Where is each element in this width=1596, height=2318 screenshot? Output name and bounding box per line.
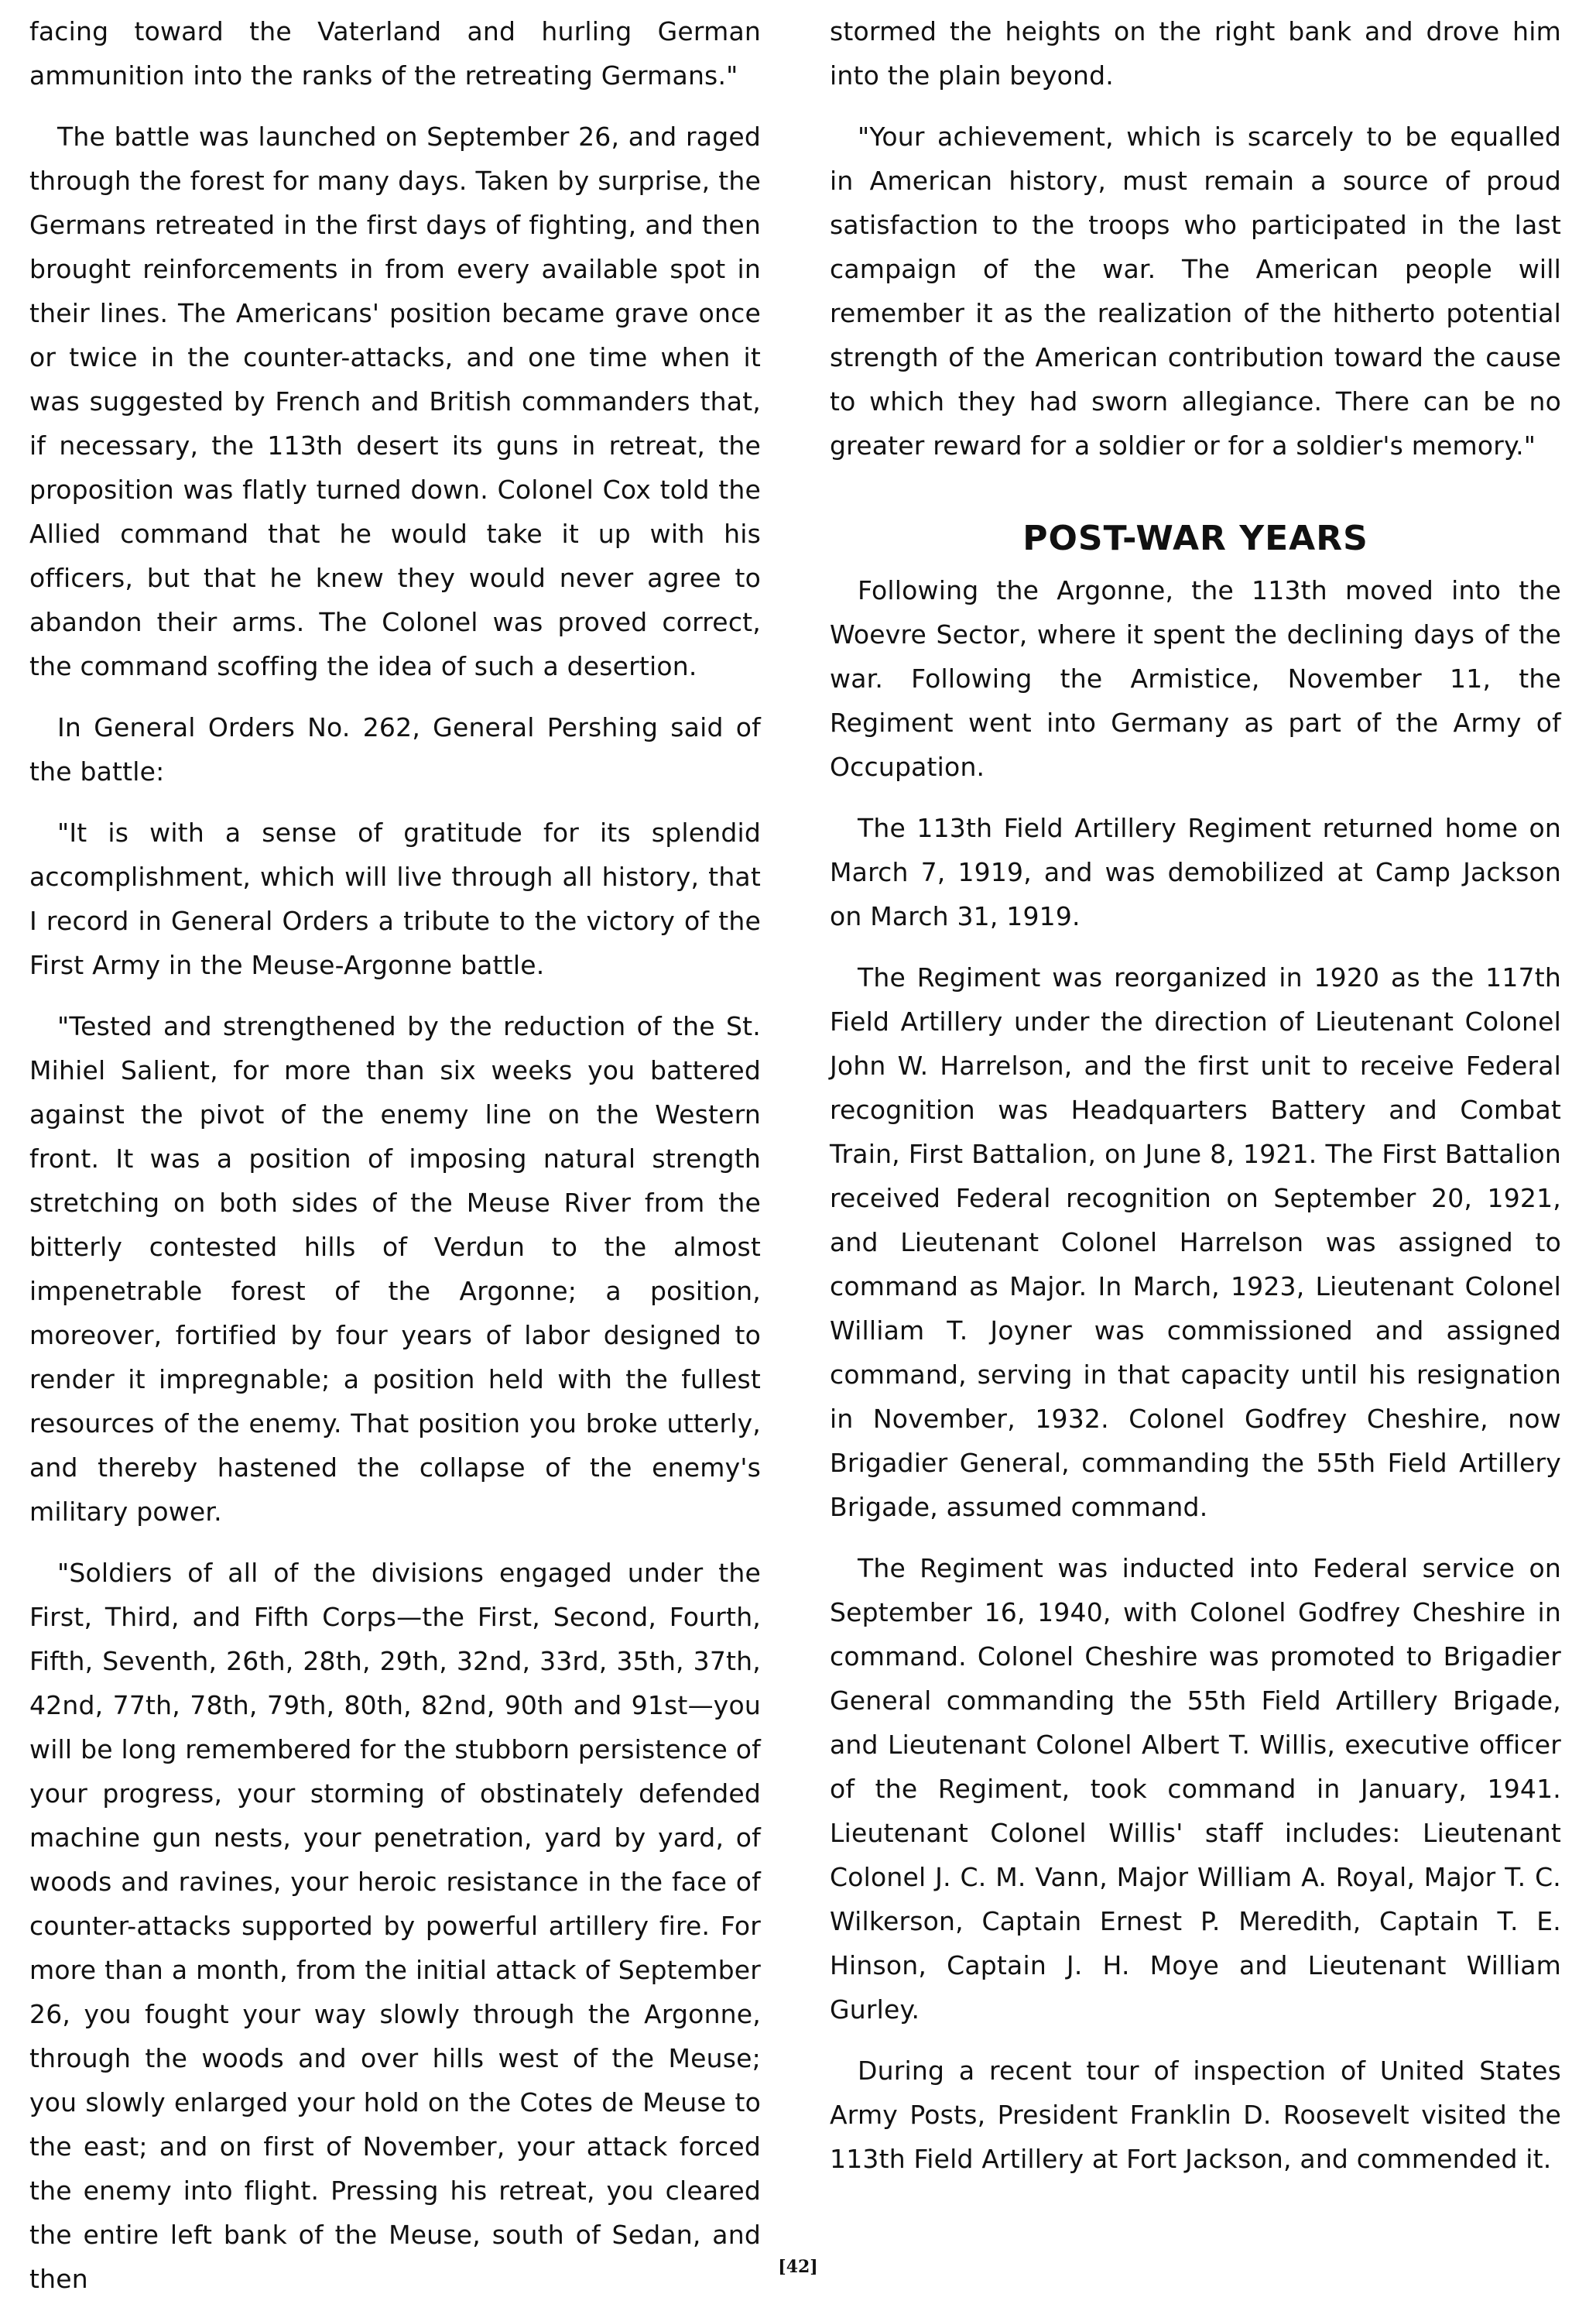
paragraph: In General Orders No. 262, General Pershing said of the battle: xyxy=(29,712,761,787)
paragraph: The 113th Field Artillery Regiment returned home on March 7, 1919, and was demobilized at Camp Jackson on March 31, 1919. xyxy=(830,813,1561,931)
paragraph: Following the Argonne, the 113th moved into the Woevre Sector, where it spent the declining days of the war. Following the Armistice, November 11, the Regiment went into Germany as part of the Army of Occupation. xyxy=(830,575,1561,782)
page-number: [42] xyxy=(778,2257,818,2277)
paragraph: The Regiment was reorganized in 1920 as the 117th Field Artillery under the direction of Lieutenant Colonel John W. Harrelson, and the first unit to receive Federal recognition was Headquarters Battery and Combat Train, First Battalion, on June 8, 1921. The First Battalion received Federal recognition on September 20, 1921, and Lieutenant Colonel Harrelson was assigned to command as Major. In March, 1923, Lieutenant Colonel William T. Joyner was commissioned and assigned command, serving in that capacity until his resignation in November, 1932. Colonel Godfrey Cheshire, now Brigadier General, commanding the 55th Field Artillery Brigade, assumed command. xyxy=(830,962,1561,1522)
paragraph: "Your achievement, which is scarcely to be equalled in American history, must remain a source of proud satisfaction to the troops who participated in the last campaign of the war. The American people will remember it as the realization of the hitherto potential strength of the American contribution toward the cause to which they had sworn allegiance. There can be no greater reward for a soldier or for a soldier's memory." xyxy=(830,122,1561,461)
paragraph: facing toward the Vaterland and hurling German ammunition into the ranks of the retreating Germans." xyxy=(29,16,761,91)
paragraph: "Tested and strengthened by the reduction of the St. Mihiel Salient, for more than six weeks you battered against the pivot of the enemy line on the Western front. It was a position of imposing natural strength stretching on both sides of the Meuse River from the bitterly contested hills of Verdun to the almost impenetrable forest of the Argonne; a position, moreover, fortified by four years of labor designed to render it impregnable; a position held with the fullest resources of the enemy. That position you broke utterly, and thereby hastened the collapse of the enemy's military power. xyxy=(29,1011,761,1527)
paragraph: "It is with a sense of gratitude for its splendid accomplishment, which will live through all history, that I record in General Orders a tribute to the victory of the First Army in the Meuse-Argonne battle. xyxy=(29,818,761,980)
section-heading: POST-WAR YEARS xyxy=(1022,519,1368,558)
paragraph: During a recent tour of inspection of United States Army Posts, President Franklin D. Roosevelt visited the 113th Field Artillery at Fort Jackson, and commended it. xyxy=(830,2056,1561,2174)
left-column xyxy=(29,9,761,2318)
paragraph: "Soldiers of all of the divisions engaged under the First, Third, and Fifth Corps—the First, Second, Fourth, Fifth, Seventh, 26th, 28th, 29th, 32nd, 33rd, 35th, 37th, 42nd, 77th, 78th, 79th, 80th, 82nd, 90th and 91st—you will be long remembered for the stubborn persistence of your progress, your storming of obstinately defended machine gun nests, your penetration, yard by yard, of woods and ravines, your heroic resistance in the face of counter-attacks supported by powerful artillery fire. For more than a month, from the initial attack of September 26, you fought your way slowly through the Argonne, through the woods and over hills west of the Meuse; you slowly enlarged your hold on the Cotes de Meuse to the east; and on first of November, your attack forced the enemy into flight. Pressing his retreat, you cleared the entire left bank of the Meuse, south of Sedan, and then xyxy=(29,1558,761,2294)
paragraph: The battle was launched on September 26, and raged through the forest for many days. Taken by surprise, the Germans retreated in the first days of fighting, and then brought reinforcements in from every available spot in their lines. The Americans' position became grave once or twice in the counter-attacks, and one time when it was suggested by French and British commanders that, if necessary, the 113th desert its guns in retreat, the proposition was flatly turned down. Colonel Cox told the Allied command that he would take it up with his officers, but that he knew they would never agree to abandon their arms. The Colonel was proved correct, the command scoffing the idea of such a desertion. xyxy=(29,122,761,681)
paragraph: stormed the heights on the right bank and drove him into the plain beyond. xyxy=(830,16,1561,91)
paragraph: The Regiment was inducted into Federal service on September 16, 1940, with Colonel Godfrey Cheshire in command. Colonel Cheshire was promoted to Brigadier General commanding the 55th Field Artillery Brigade, and Lieutenant Colonel Albert T. Willis, executive officer of the Regiment, took command in January, 1941. Lieutenant Colonel Willis' staff includes: Lieutenant Colonel J. C. M. Vann, Major William A. Royal, Major T. C. Wilkerson, Captain Ernest P. Meredith, Captain T. E. Hinson, Captain J. H. Moye and Lieutenant William Gurley. xyxy=(830,1553,1561,2025)
right-column xyxy=(830,9,1561,2198)
